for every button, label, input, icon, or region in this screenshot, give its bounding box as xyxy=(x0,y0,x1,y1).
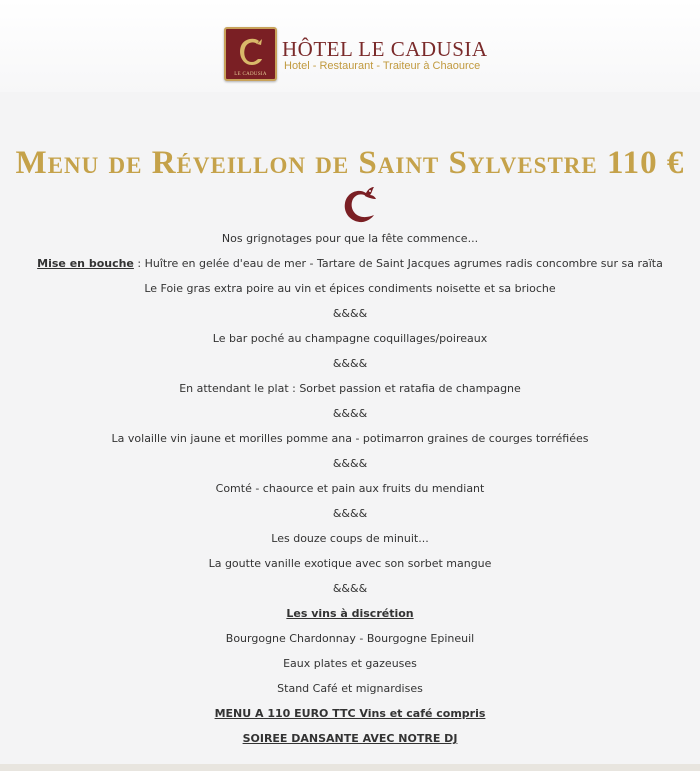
menu-separator: &&&& xyxy=(332,582,368,595)
menu-item-sorbet: En attendant le plat : Sorbet passion et ratafia de champagne xyxy=(179,382,521,395)
dj-line: SOIREE DANSANTE AVEC NOTRE DJ xyxy=(242,732,458,745)
menu-separator: &&&& xyxy=(332,407,368,420)
wines-list: Bourgogne Chardonnay - Bourgogne Epineuil xyxy=(225,632,475,645)
menu-mise-en-bouche xyxy=(0,251,700,276)
dragon-c-emblem-icon xyxy=(339,184,379,228)
menu-item-comte: Comté - chaource et pain aux fruits du mendiant xyxy=(215,482,485,495)
waters-line: Eaux plates et gazeuses xyxy=(283,657,417,670)
footer-strip xyxy=(0,764,700,771)
menu-item-volaille: La volaille vin jaune et morilles pomme ana - potimarron graines de courges torréfiées xyxy=(111,432,589,445)
wines-heading: Les vins à discrétion xyxy=(286,607,414,620)
menu-separator: &&&& xyxy=(332,507,368,520)
menu-item-dessert: La goutte vanille exotique avec son sorbet mangue xyxy=(208,557,492,570)
brand-tagline: Hotel - Restaurant - Traiteur à Chaource xyxy=(284,60,481,72)
menu-intro: Nos grignotages pour que la fête commence... xyxy=(221,232,479,245)
menu-separator: &&&& xyxy=(332,307,368,320)
menu-item-bar: Le bar poché au champagne coquillages/poireaux xyxy=(212,332,488,345)
price-line: MENU A 110 EURO TTC Vins et café compris xyxy=(214,707,486,720)
mise-en-bouche-label: Mise en bouche xyxy=(37,257,134,270)
brand-block xyxy=(282,36,488,72)
cadusia-logo-icon xyxy=(224,27,277,81)
menu-item-minuit: Les douze coups de minuit... xyxy=(271,532,429,545)
brand-name: HÔTEL LE CADUSIA xyxy=(282,37,488,61)
menu-separator: &&&& xyxy=(332,357,368,370)
menu-content xyxy=(0,226,700,751)
menu-separator: &&&& xyxy=(332,457,368,470)
mise-en-bouche-text: : Huître en gelée d'eau de mer - Tartare de Saint Jacques agrumes radis concombre sur sa raïta xyxy=(133,257,663,270)
logo-caption: LE CADUSIA xyxy=(234,72,267,77)
home-logo-link[interactable] xyxy=(224,26,488,82)
coffee-line: Stand Café et mignardises xyxy=(277,682,423,695)
page-title: Menu de Réveillon de Saint Sylvestre 110 € xyxy=(15,145,685,181)
site-header xyxy=(0,0,700,92)
menu-item-foie-gras: Le Foie gras extra poire au vin et épices condiments noisette et sa brioche xyxy=(144,282,556,295)
